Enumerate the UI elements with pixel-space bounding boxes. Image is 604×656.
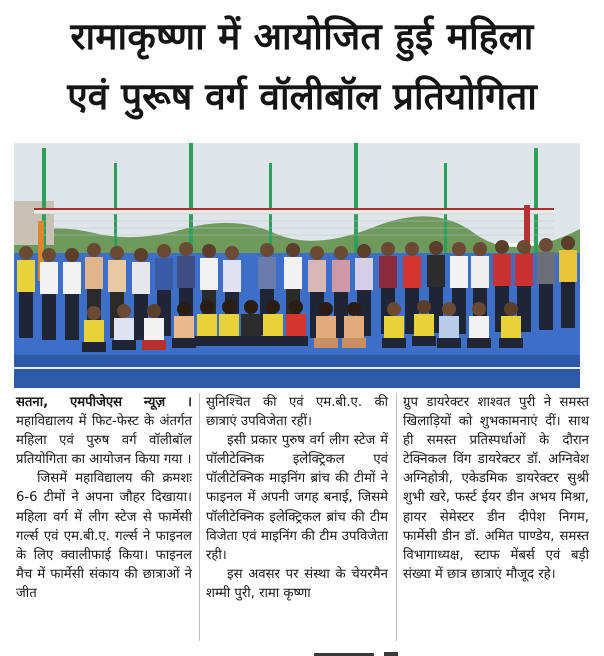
article-paragraph: ग्रुप डायरेक्टर शाश्वत पुरी ने समस्त खिलाड़ियों को शुभकामनाएं दीं। साथ ही समस्त प्रतिस्पर्धाओं के दौरान टेक्निकल विंग डायरेक्टर डॉ. अग्निवेश अग्निहोत्री, एकेडमिक डायरेक्टर सुश्री शुभी खरे, फर्स्ट ईयर डीन अभय मिश्रा, हायर सेमेस्टर डीन दीपेश निगम, फार्मेसी डीन डॉ. अमित पाण्डेय, समस्त विभागाध्यक्ष, स्टाफ मेंबर्स एवं बड़ी संख्या में छात्र छात्राएं मौजूद रहे। [403, 395, 589, 582]
article-paragraph [16, 393, 192, 469]
article-column-1 [16, 393, 192, 603]
article-column-2 [206, 393, 388, 603]
dateline: सतना, एमपीजेएस न्यूज़ । [16, 395, 192, 410]
article-column-3 [403, 393, 589, 584]
headline-line-1: रामाकृष्णा में आयोजित हुई महिला [70, 15, 534, 58]
paragraph-text: महाविद्यालय में फिट-फेस्ट के अंतर्गत महिला एवं पुरुष वर्ग वॉलीबॉल प्रतियोगिता का आयोजन किया गया । [16, 414, 192, 468]
cutoff-text-fragment [14, 647, 580, 656]
article-paragraph: इस अवसर पर संस्था के चेयरमैन शम्मी पुरी, रामा कृष्णा [206, 566, 388, 601]
volleyball-group-photo [14, 143, 580, 388]
news-photo [14, 143, 580, 388]
column-divider [199, 393, 200, 641]
article-paragraph: जिसमें महाविद्यालय की क्रमशः 6-6 टीमों ने अपना जौहर दिखाया। महिला वर्ग में लीग स्टेज से फार्मेसी गर्ल्स एवं एम.बी.ए. गर्ल्स ने फाइनल के लिए क्वालीफाई किया। फाइनल मैच में फार्मेसी संकाय की छात्राओं ने जीत [16, 471, 192, 601]
column-divider [396, 393, 397, 641]
headline-line-2: एवं पुरूष वर्ग वॉलीबॉल प्रतियोगिता [67, 75, 537, 118]
headline [0, 8, 604, 128]
article-paragraph: सुनिश्चित की एवं एम.बी.ए. की छात्राएं उपविजेता रहीं। [206, 395, 388, 430]
article-paragraph: इसी प्रकार पुरुष वर्ग लीग स्टेज में पॉलीटेक्निक इलेक्ट्रिकल एवं पॉलीटेक्निक माइनिंग ब्रांच की टीमों ने फाइनल में अपनी जगह बनाई, जिसमे पॉलीटेक्निक इलेक्ट्रिकल ब्रांच की टीम विजेता एवं माइनिंग की टीम उपविजेता रही। [206, 433, 388, 563]
next-article-cutoff [14, 644, 580, 656]
